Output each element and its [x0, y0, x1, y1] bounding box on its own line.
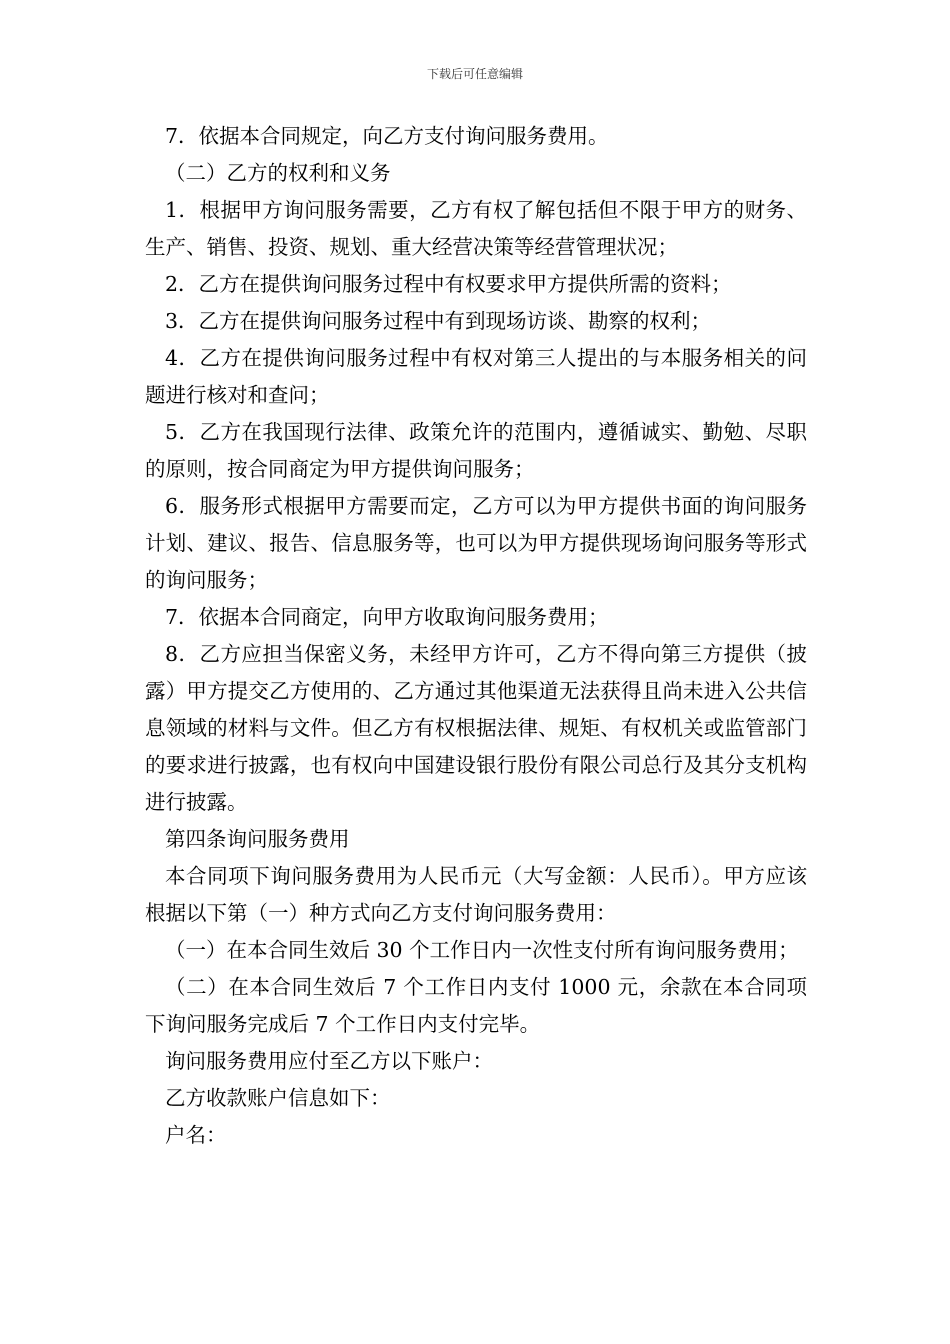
payment-option-1: （一）在本合同生效后 30 个工作日内一次性支付所有询问服务费用； [165, 938, 799, 962]
clause-party-b-3: 3．乙方在提供询问服务过程中有到现场访谈、勘察的权利； [165, 309, 712, 333]
page-header: 下载后可任意编辑 [426, 67, 523, 81]
clause-party-b-8: 8．乙方应担当保密义务，未经甲方许可，乙方不得向第三方提供（披露）甲方提交乙方使用的、乙方通过其他渠道无法获得且尚未进入公共信息领域的材料与文件。但乙方有权根据法律、规矩、有权机关或监管部门的要求进行披露，也有权向中国建设银行股份有限公司总行及其分支机构进行披露。 [145, 642, 807, 814]
section-heading-party-b: （二）乙方的权利和义务 [165, 161, 391, 185]
clause-party-b-6: 6．服务形式根据甲方需要而定，乙方可以为甲方提供书面的询问服务计划、建议、报告、信息服务等，也可以为甲方提供现场询问服务等形式的询问服务； [145, 494, 807, 592]
payment-option-2: （二）在本合同生效后 7 个工作日内支付 1000 元，余款在本合同项下询问服务完成后 7 个工作日内支付完毕。 [145, 975, 807, 1036]
document-body [145, 118, 807, 1154]
clause-party-b-1: 1．根据甲方询问服务需要，乙方有权了解包括但不限于甲方的财务、生产、销售、投资、规划、重大经营决策等经营管理状况； [145, 198, 807, 259]
clause-party-b-4: 4．乙方在提供询问服务过程中有权对第三人提出的与本服务相关的问题进行核对和查问； [145, 346, 807, 407]
account-name-label: 户名： [165, 1123, 227, 1147]
clause-party-a-7: 7．依据本合同规定，向乙方支付询问服务费用。 [165, 124, 609, 148]
clause-party-b-5: 5．乙方在我国现行法律、政策允许的范围内，遵循诚实、勤勉、尽职的原则，按合同商定为甲方提供询问服务； [145, 420, 807, 481]
clause-party-b-7: 7．依据本合同商定，向甲方收取询问服务费用； [165, 605, 609, 629]
fee-amount-paragraph: 本合同项下询问服务费用为人民币元（大写金额：人民币）。甲方应该根据以下第（一）种方式向乙方支付询问服务费用： [145, 864, 807, 925]
article-four-heading: 第四条询问服务费用 [165, 827, 350, 851]
clause-party-b-2: 2．乙方在提供询问服务过程中有权要求甲方提供所需的资料； [165, 272, 732, 296]
payment-account-intro: 询问服务费用应付至乙方以下账户： [165, 1049, 493, 1073]
account-info-intro: 乙方收款账户信息如下： [165, 1086, 391, 1110]
